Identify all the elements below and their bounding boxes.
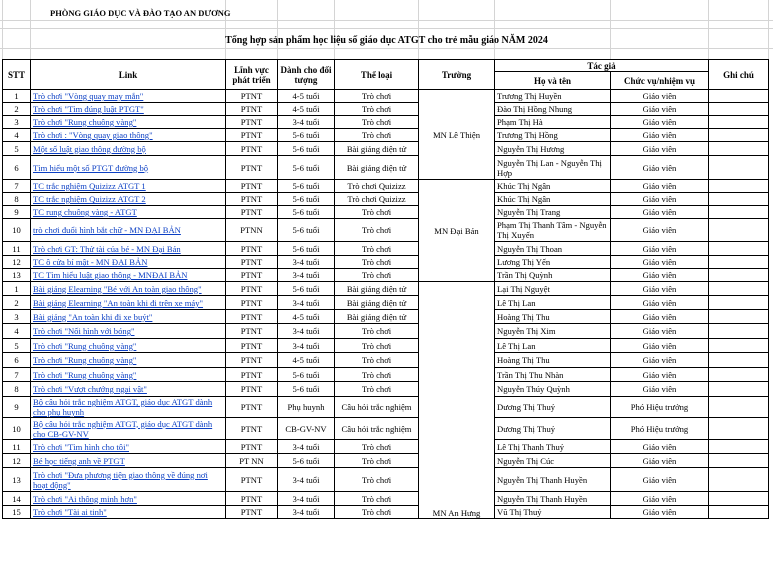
row-stt: 1 (3, 282, 31, 296)
table-row (3, 116, 769, 129)
row-note (709, 206, 769, 219)
resource-link[interactable]: Bài giảng Elearning "An toàn khi đi trên xe máy" (33, 297, 204, 308)
row-audience: 3-4 tuổi (278, 339, 335, 353)
row-note (709, 142, 769, 156)
row-audience: 3-4 tuổi (278, 440, 335, 454)
row-type: Trò chơi (335, 368, 419, 382)
row-link[interactable] (31, 193, 226, 206)
row-field: PTNT (226, 129, 278, 142)
row-audience: 5-6 tuổi (278, 142, 335, 156)
row-link[interactable] (31, 492, 226, 506)
row-note (709, 156, 769, 180)
row-audience: 5-6 tuổi (278, 156, 335, 180)
row-author-role: Giáo viên (611, 282, 709, 296)
row-stt: 15 (3, 506, 31, 519)
resource-link[interactable]: Bài giảng "An toàn khi đi xe buýt" (33, 311, 153, 322)
table-row (3, 219, 769, 242)
table-row (3, 440, 769, 454)
row-author-name: Trương Thị Huyền (495, 90, 611, 103)
row-stt: 6 (3, 156, 31, 180)
row-type: Trò chơi (335, 219, 419, 242)
row-field: PTNT (226, 193, 278, 206)
table-row (3, 382, 769, 397)
row-field: PTNT (226, 339, 278, 353)
resource-link[interactable]: Bé học tiếng anh về PTGT (33, 455, 125, 466)
table-row (3, 142, 769, 156)
table-row (3, 454, 769, 468)
row-note (709, 418, 769, 440)
row-field: PTNT (226, 206, 278, 219)
resource-link[interactable]: Trò chơi "Rung chuông vàng" (33, 355, 137, 365)
org-name: PHÒNG GIÁO DỤC VÀ ĐÀO TẠO AN DƯƠNG (50, 8, 231, 18)
row-link[interactable] (31, 353, 226, 368)
table-row (3, 242, 769, 256)
col-author: Tác giả (495, 60, 709, 72)
row-author-role: Giáo viên (611, 454, 709, 468)
row-author-role: Giáo viên (611, 310, 709, 324)
row-link[interactable] (31, 296, 226, 310)
row-author-role: Giáo viên (611, 206, 709, 219)
resource-link[interactable]: Trò chơi "Tìm hình cho tôi" (33, 441, 129, 452)
resource-link[interactable]: trò chơi đuổi hình bắt chữ - MN ĐẠI BẢN (33, 225, 181, 235)
row-note (709, 103, 769, 116)
row-note (709, 219, 769, 242)
row-author-name: Nguyễn Thị Xim (495, 324, 611, 339)
row-stt: 4 (3, 129, 31, 142)
row-author-name: Khúc Thị Ngân (495, 193, 611, 206)
row-author-name: Khúc Thị Ngân (495, 180, 611, 193)
row-author-role: Giáo viên (611, 242, 709, 256)
row-note (709, 256, 769, 269)
row-stt: 2 (3, 103, 31, 116)
row-author-role: Giáo viên (611, 116, 709, 129)
row-author-role: Giáo viên (611, 219, 709, 242)
row-audience: 3-4 tuổi (278, 256, 335, 269)
col-link: Link (31, 60, 226, 90)
row-author-role: Giáo viên (611, 468, 709, 492)
row-type: Trò chơi (335, 492, 419, 506)
row-note (709, 129, 769, 142)
row-link[interactable] (31, 90, 226, 103)
row-link[interactable] (31, 454, 226, 468)
row-field: PTNT (226, 242, 278, 256)
row-field: PTNT (226, 324, 278, 339)
row-type: Trò chơi (335, 468, 419, 492)
resource-link[interactable]: Trò chơi "Nối hình với bóng" (33, 326, 135, 336)
table-row (3, 339, 769, 353)
row-audience: 4-5 tuổi (278, 353, 335, 368)
row-field: PTNT (226, 282, 278, 296)
row-type: Trò chơi (335, 269, 419, 282)
row-link[interactable] (31, 382, 226, 397)
row-link[interactable] (31, 219, 226, 242)
row-audience: 5-6 tuổi (278, 129, 335, 142)
row-audience: 3-4 tuổi (278, 492, 335, 506)
row-stt: 14 (3, 492, 31, 506)
row-note (709, 468, 769, 492)
table-row (3, 368, 769, 382)
table-row (3, 353, 769, 368)
row-note (709, 454, 769, 468)
row-link[interactable] (31, 440, 226, 454)
row-school: MN Đại Bản (419, 180, 495, 282)
row-author-name: Nguyễn Thị Lan - Nguyễn Thị Hợp (495, 156, 611, 180)
resource-link[interactable]: Trò chơi "Vượt chướng ngại vật" (33, 384, 147, 394)
row-stt: 10 (3, 219, 31, 242)
row-field: PTNT (226, 296, 278, 310)
row-stt: 12 (3, 454, 31, 468)
row-note (709, 506, 769, 519)
row-field: PTNT (226, 90, 278, 103)
resource-link[interactable]: Trò chơi : "Vòng quay giao thông" (33, 130, 153, 140)
row-author-name: Trần Thị Thu Nhàn (495, 368, 611, 382)
row-field: PTNT (226, 353, 278, 368)
row-field: PTNT (226, 382, 278, 397)
row-note (709, 282, 769, 296)
row-audience: 3-4 tuổi (278, 269, 335, 282)
row-link[interactable] (31, 103, 226, 116)
row-field: PTNT (226, 368, 278, 382)
resource-link[interactable]: TC ô cửa bí mật - MN ĐẠI BẢN (33, 257, 148, 267)
row-note (709, 397, 769, 418)
row-note (709, 90, 769, 103)
col-field: Lĩnh vực phát triển (226, 60, 278, 90)
row-note (709, 116, 769, 129)
row-author-role: Giáo viên (611, 353, 709, 368)
row-author-name: Đào Thị Hồng Nhung (495, 103, 611, 116)
table-row (3, 103, 769, 116)
resource-link[interactable]: Một số luật giao thông đường bộ (33, 143, 146, 154)
row-note (709, 339, 769, 353)
table-row (3, 310, 769, 324)
row-school: MN An Hưng (419, 282, 495, 519)
row-author-name: Lê Thị Lan (495, 296, 611, 310)
row-author-role: Giáo viên (611, 256, 709, 269)
row-stt: 7 (3, 180, 31, 193)
table-row (3, 206, 769, 219)
col-author-role: Chức vụ/nhiệm vụ (611, 72, 709, 90)
row-note (709, 368, 769, 382)
row-note (709, 180, 769, 193)
row-type: Trò chơi (335, 256, 419, 269)
row-audience: 5-6 tuổi (278, 180, 335, 193)
resource-link[interactable]: Trò chơi "Tài ai tinh" (33, 507, 107, 517)
row-author-role: Giáo viên (611, 180, 709, 193)
table-row (3, 269, 769, 282)
row-author-role: Giáo viên (611, 339, 709, 353)
row-type: Trò chơi (335, 324, 419, 339)
row-stt: 6 (3, 353, 31, 368)
row-type: Trò chơi (335, 103, 419, 116)
row-audience: 5-6 tuổi (278, 282, 335, 296)
row-field: PTNN (226, 219, 278, 242)
row-author-role: Giáo viên (611, 90, 709, 103)
row-audience: 3-4 tuổi (278, 468, 335, 492)
row-stt: 1 (3, 90, 31, 103)
row-type: Trò chơi Quizizz (335, 180, 419, 193)
row-type: Câu hỏi trắc nghiệm (335, 397, 419, 418)
table-row (3, 296, 769, 310)
row-author-name: Hoàng Thị Thu (495, 310, 611, 324)
row-field: PTNT (226, 256, 278, 269)
row-link[interactable] (31, 282, 226, 296)
row-author-name: Nguyễn Thị Hương (495, 142, 611, 156)
row-author-role: Giáo viên (611, 506, 709, 519)
row-type: Trò chơi (335, 454, 419, 468)
row-stt: 5 (3, 339, 31, 353)
row-link[interactable] (31, 468, 226, 492)
row-audience: 3-4 tuổi (278, 506, 335, 519)
row-type: Trò chơi (335, 339, 419, 353)
row-author-name: Lương Thị Yến (495, 256, 611, 269)
row-type: Trò chơi (335, 206, 419, 219)
col-stt: STT (3, 60, 31, 90)
row-type: Trò chơi (335, 440, 419, 454)
row-author-name: Phạm Thị Hà (495, 116, 611, 129)
row-note (709, 382, 769, 397)
row-author-name: Lại Thị Nguyệt (495, 282, 611, 296)
row-link[interactable] (31, 324, 226, 339)
row-stt: 8 (3, 193, 31, 206)
resource-link[interactable]: TC trắc nghiệm Quizizz ATGT 1 (33, 181, 146, 191)
row-link[interactable] (31, 116, 226, 129)
row-audience: 5-6 tuổi (278, 382, 335, 397)
row-audience: 5-6 tuổi (278, 206, 335, 219)
row-note (709, 492, 769, 506)
resource-link[interactable]: Bộ câu hỏi trắc nghiệm ATGT, giáo dục ATGT dành cho phụ huynh (33, 397, 213, 417)
row-note (709, 440, 769, 454)
row-audience: 5-6 tuổi (278, 242, 335, 256)
row-field: PTNT (226, 116, 278, 129)
row-author-name: Phạm Thị Thanh Tâm - Nguyễn Thị Xuyến (495, 219, 611, 242)
row-stt: 9 (3, 397, 31, 418)
row-field: PTNT (226, 506, 278, 519)
row-link[interactable] (31, 256, 226, 269)
row-author-name: Nguyễn Thị Thanh Huyền (495, 468, 611, 492)
table-row (3, 156, 769, 180)
row-field: PTNT (226, 310, 278, 324)
row-stt: 8 (3, 382, 31, 397)
row-stt: 3 (3, 310, 31, 324)
row-type: Trò chơi (335, 353, 419, 368)
resource-link[interactable]: Trò chơi "Rung chuông vàng" (33, 340, 137, 351)
row-link[interactable] (31, 339, 226, 353)
row-stt: 2 (3, 296, 31, 310)
row-audience: 4-5 tuổi (278, 310, 335, 324)
resource-link[interactable]: Trò chơi "Rung chuông vàng" (33, 117, 137, 127)
row-field: PTNT (226, 269, 278, 282)
table-row (3, 129, 769, 142)
row-type: Bài giảng điện tử (335, 310, 419, 324)
row-link[interactable] (31, 242, 226, 256)
row-type: Bài giảng điện tử (335, 156, 419, 180)
row-audience: 5-6 tuổi (278, 219, 335, 242)
row-audience: 3-4 tuổi (278, 296, 335, 310)
row-audience: 3-4 tuổi (278, 324, 335, 339)
row-stt: 5 (3, 142, 31, 156)
table-row (3, 506, 769, 519)
row-author-name: Hoàng Thị Thu (495, 353, 611, 368)
row-stt: 11 (3, 242, 31, 256)
row-link[interactable] (31, 180, 226, 193)
row-author-role: Giáo viên (611, 492, 709, 506)
row-link[interactable] (31, 310, 226, 324)
row-link[interactable] (31, 206, 226, 219)
row-type: Trò chơi (335, 382, 419, 397)
row-note (709, 193, 769, 206)
row-stt: 7 (3, 368, 31, 382)
row-field: PTNT (226, 468, 278, 492)
row-link[interactable] (31, 397, 226, 418)
resource-link[interactable]: Trò chơi "Đưa phương tiện giao thông về đúng nơi hoạt động" (33, 469, 208, 490)
table-row (3, 492, 769, 506)
row-author-name: Lê Thị Lan (495, 339, 611, 353)
row-author-role: Giáo viên (611, 156, 709, 180)
row-field: PTNT (226, 103, 278, 116)
row-field: PTNT (226, 142, 278, 156)
row-author-name: Nguyễn Thị Cúc (495, 454, 611, 468)
row-author-role: Giáo viên (611, 382, 709, 397)
row-author-name: Lê Thị Thanh Thuỷ (495, 440, 611, 454)
row-audience: 5-6 tuổi (278, 368, 335, 382)
row-stt: 9 (3, 206, 31, 219)
table-row (3, 324, 769, 339)
row-audience: CB-GV-NV (278, 418, 335, 440)
resource-link[interactable]: Trò chơi GT: Thử tài của bé - MN Đại Bản (33, 243, 181, 254)
row-author-role: Giáo viên (611, 368, 709, 382)
row-note (709, 242, 769, 256)
row-type: Trò chơi Quizizz (335, 193, 419, 206)
row-note (709, 324, 769, 339)
resource-link[interactable]: TC trắc nghiệm Quizizz ATGT 2 (33, 194, 146, 204)
row-author-name: Dương Thị Thuỷ (495, 397, 611, 418)
row-author-name: Dương Thị Thuỷ (495, 418, 611, 440)
row-author-role: Giáo viên (611, 103, 709, 116)
row-stt: 3 (3, 116, 31, 129)
row-link[interactable] (31, 142, 226, 156)
table-row (3, 193, 769, 206)
row-audience: 5-6 tuổi (278, 193, 335, 206)
table-row (3, 180, 769, 193)
col-note: Ghi chú (709, 60, 769, 90)
row-author-role: Phó Hiệu trưởng (611, 397, 709, 418)
row-link[interactable] (31, 418, 226, 440)
col-type: Thể loại (335, 60, 419, 90)
row-author-name: Vũ Thị Thuỷ (495, 506, 611, 519)
row-author-role: Phó Hiệu trưởng (611, 418, 709, 440)
row-link[interactable] (31, 156, 226, 180)
row-type: Trò chơi (335, 129, 419, 142)
resource-link[interactable]: Trò chơi "Vòng quay may mắn" (33, 91, 144, 101)
resource-link[interactable]: Trò chơi "Tìm đúng luật PTGT" (33, 104, 144, 114)
row-audience: 4-5 tuổi (278, 90, 335, 103)
row-type: Trò chơi (335, 116, 419, 129)
row-audience: 3-4 tuổi (278, 116, 335, 129)
row-note (709, 310, 769, 324)
row-stt: 11 (3, 440, 31, 454)
row-field: PTNT (226, 492, 278, 506)
resource-link[interactable]: TC Tìm hiểu luật giao thông - MNĐẠI BẢN (33, 270, 188, 280)
row-author-name: Trương Thị Hồng (495, 129, 611, 142)
row-note (709, 296, 769, 310)
col-school: Trường (419, 60, 495, 90)
row-type: Trò chơi (335, 506, 419, 519)
row-type: Câu hỏi trắc nghiệm (335, 418, 419, 440)
table-row (3, 90, 769, 103)
row-link[interactable] (31, 129, 226, 142)
row-author-role: Giáo viên (611, 142, 709, 156)
row-author-role: Giáo viên (611, 324, 709, 339)
resource-link[interactable]: TC rung chuông vàng - ATGT (33, 207, 137, 217)
row-author-role: Giáo viên (611, 440, 709, 454)
row-note (709, 269, 769, 282)
row-note (709, 353, 769, 368)
col-audience: Dành cho đối tượng (278, 60, 335, 90)
resource-link[interactable]: Bộ câu hỏi trắc nghiệm ATGT, giáo dục ATGT dành cho CB-GV-NV (33, 418, 213, 439)
row-stt: 13 (3, 468, 31, 492)
row-stt: 4 (3, 324, 31, 339)
row-author-role: Giáo viên (611, 193, 709, 206)
row-field: PTNT (226, 397, 278, 418)
row-field: PTNT (226, 418, 278, 440)
row-field: PTNT (226, 440, 278, 454)
row-stt: 13 (3, 269, 31, 282)
row-stt: 12 (3, 256, 31, 269)
col-author-name: Họ và tên (495, 72, 611, 90)
row-school: MN Lê Thiện (419, 90, 495, 180)
row-type: Trò chơi (335, 90, 419, 103)
table-row (3, 418, 769, 440)
page-title: Tổng hợp sản phẩm học liệu số giáo dục ATGT cho trẻ mẫu giáo NĂM 2024 (225, 35, 548, 46)
row-author-name: Trần Thị Quỳnh (495, 269, 611, 282)
row-field: PTNT (226, 180, 278, 193)
row-author-role: Giáo viên (611, 129, 709, 142)
row-field: PTNT (226, 156, 278, 180)
row-type: Bài giảng điện tử (335, 296, 419, 310)
table-row (3, 282, 769, 296)
resource-link[interactable]: Trò chơi "Rung chuông vàng" (33, 369, 137, 380)
row-audience: 5-6 tuổi (278, 454, 335, 468)
row-type: Bài giảng điện tử (335, 142, 419, 156)
row-author-name: Nguyễn Thị Thanh Huyền (495, 492, 611, 506)
row-link[interactable] (31, 269, 226, 282)
row-author-name: Nguyễn Thị Trang (495, 206, 611, 219)
row-link[interactable] (31, 506, 226, 519)
table-row (3, 468, 769, 492)
row-audience: Phụ huynh (278, 397, 335, 418)
row-link[interactable] (31, 368, 226, 382)
row-author-role: Giáo viên (611, 269, 709, 282)
materials-table (2, 59, 769, 519)
row-audience: 4-5 tuổi (278, 103, 335, 116)
row-stt: 10 (3, 418, 31, 440)
resource-link[interactable]: Tìm hiểu một số PTGT đường bộ (33, 162, 149, 173)
row-author-name: Nguyễn Thị Thoan (495, 242, 611, 256)
table-row (3, 397, 769, 418)
row-type: Trò chơi (335, 242, 419, 256)
row-type: Bài giảng điện tử (335, 282, 419, 296)
resource-link[interactable]: Trò chơi "Ai thông minh hơn" (33, 493, 137, 504)
row-author-name: Nguyễn Thúy Quỳnh (495, 382, 611, 397)
row-field: PT NN (226, 454, 278, 468)
row-author-role: Giáo viên (611, 296, 709, 310)
table-row (3, 256, 769, 269)
resource-link[interactable]: Bài giảng Elearning "Bé với An toàn giao thông" (33, 283, 202, 294)
